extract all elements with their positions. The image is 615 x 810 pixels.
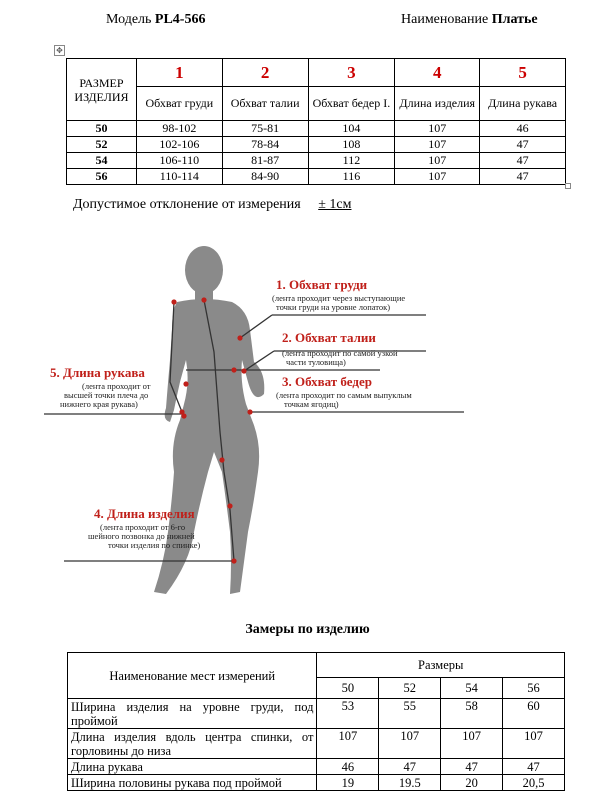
table-cell: 107 — [395, 169, 480, 185]
sleeve-note: высшей точки плеча до — [64, 390, 149, 400]
hip-note: точкам ягодиц) — [284, 399, 339, 409]
hip-note: (лента проходит по самым выпуклым — [276, 390, 412, 400]
table-cell: 107 — [379, 729, 441, 759]
size-table — [66, 58, 566, 185]
column-number: 5 — [480, 59, 566, 87]
table-cell: 19.5 — [379, 775, 441, 791]
table-row — [68, 775, 565, 791]
length-note: (лента проходит от 6-го — [100, 522, 186, 532]
table-cell: 47 — [480, 169, 566, 185]
column-header: Длина рукава — [480, 87, 566, 121]
table-cell: 107 — [441, 729, 503, 759]
measurement-label: Длина изделия вдоль центра спинки, от горловины до низа — [68, 729, 317, 759]
table-row — [67, 137, 566, 153]
name-label: Наименование — [401, 12, 489, 27]
name-header: Наименование мест измерений — [68, 653, 317, 699]
column-header: Обхват талии — [222, 87, 308, 121]
table-cell: 58 — [441, 699, 503, 729]
table-cell: 55 — [379, 699, 441, 729]
table-cell: 47 — [379, 759, 441, 775]
table-row — [68, 729, 565, 759]
size-table-header-row — [67, 87, 566, 121]
table-row — [67, 169, 566, 185]
table-cell: 116 — [308, 169, 395, 185]
column-header: Обхват груди — [136, 87, 222, 121]
table-cell: 108 — [308, 137, 395, 153]
table-row — [67, 121, 566, 137]
column-number: 3 — [308, 59, 395, 87]
column-number: 4 — [395, 59, 480, 87]
waist-label: 2. Обхват талии — [282, 330, 376, 345]
size-cell: 54 — [67, 153, 137, 169]
hip-label: 3. Обхват бедер — [282, 374, 372, 389]
sleeve-note: нижнего края рукава) — [60, 399, 138, 409]
table-cell: 47 — [503, 759, 565, 775]
length-note: точки изделия по спинке) — [108, 540, 201, 550]
table-cell: 107 — [395, 121, 480, 137]
length-label: 4. Длина изделия — [94, 506, 195, 521]
name-line — [401, 12, 538, 28]
table-row — [68, 759, 565, 775]
size-table-number-row — [67, 59, 566, 87]
bust-note: точки груди на уровне лопаток) — [276, 302, 391, 312]
size-column-header: 52 — [379, 678, 441, 699]
size-cell: 52 — [67, 137, 137, 153]
bust-note: (лента проходит через выступающие — [272, 293, 406, 303]
table-cell: 60 — [503, 699, 565, 729]
column-number: 1 — [136, 59, 222, 87]
table-cell: 53 — [317, 699, 379, 729]
model-label: Модель — [106, 12, 152, 27]
table-cell: 47 — [480, 153, 566, 169]
length-note: шейного позвонка до нижней — [88, 531, 195, 541]
bust-label: 1. Обхват груди — [276, 277, 368, 292]
table-cell: 20 — [441, 775, 503, 791]
size-column-header: 50 — [317, 678, 379, 699]
measurements-title: Замеры по изделию — [245, 622, 370, 637]
sleeve-label: 5. Длина рукава — [50, 365, 145, 380]
size-cell: 50 — [67, 121, 137, 137]
model-line — [106, 12, 205, 28]
table-cell: 47 — [480, 137, 566, 153]
table-cell: 102-106 — [136, 137, 222, 153]
table-cell: 20,5 — [503, 775, 565, 791]
sleeve-note: (лента проходит от — [82, 381, 151, 391]
tolerance-value: ± 1см — [318, 197, 352, 212]
tolerance-note — [73, 197, 351, 213]
measurements-header-row — [68, 653, 565, 678]
waist-note: (лента проходит по самой узкой — [282, 348, 398, 358]
column-header: Длина изделия — [395, 87, 480, 121]
table-cell: 81-87 — [222, 153, 308, 169]
table-cell: 46 — [317, 759, 379, 775]
table-row — [67, 153, 566, 169]
table-cell: 75-81 — [222, 121, 308, 137]
table-cell: 107 — [503, 729, 565, 759]
table-cell: 46 — [480, 121, 566, 137]
sizes-header: Размеры — [317, 653, 565, 678]
table-row — [68, 699, 565, 729]
name-value: Платье — [491, 12, 538, 27]
column-header: Обхват бедер I. — [308, 87, 395, 121]
table-cell: 47 — [441, 759, 503, 775]
waist-note: части туловища) — [286, 357, 346, 367]
measurement-label: Ширина половины рукава под проймой — [68, 775, 317, 791]
table-cell: 84-90 — [222, 169, 308, 185]
table-cell: 19 — [317, 775, 379, 791]
table-cell: 107 — [395, 137, 480, 153]
table-cell: 78-84 — [222, 137, 308, 153]
table-cell: 106-110 — [136, 153, 222, 169]
table-cell: 98-102 — [136, 121, 222, 137]
column-number: 2 — [222, 59, 308, 87]
measurement-label: Ширина изделия на уровне груди, под проймой — [68, 699, 317, 729]
table-move-handle-icon[interactable]: ✥ — [54, 45, 65, 56]
measurement-figure — [44, 232, 494, 612]
size-column-header: 56 — [503, 678, 565, 699]
table-cell: 112 — [308, 153, 395, 169]
measurement-label: Длина рукава — [68, 759, 317, 775]
table-cell: 110-114 — [136, 169, 222, 185]
model-value: PL4-566 — [154, 12, 206, 27]
tolerance-text: Допустимое отклонение от измерения — [73, 197, 301, 212]
size-header: РАЗМЕР ИЗДЕЛИЯ — [67, 59, 137, 121]
table-cell: 104 — [308, 121, 395, 137]
table-cell: 107 — [395, 153, 480, 169]
measurements-table — [67, 652, 565, 791]
size-cell: 56 — [67, 169, 137, 185]
size-column-header: 54 — [441, 678, 503, 699]
table-resize-handle[interactable] — [565, 183, 571, 189]
table-cell: 107 — [317, 729, 379, 759]
